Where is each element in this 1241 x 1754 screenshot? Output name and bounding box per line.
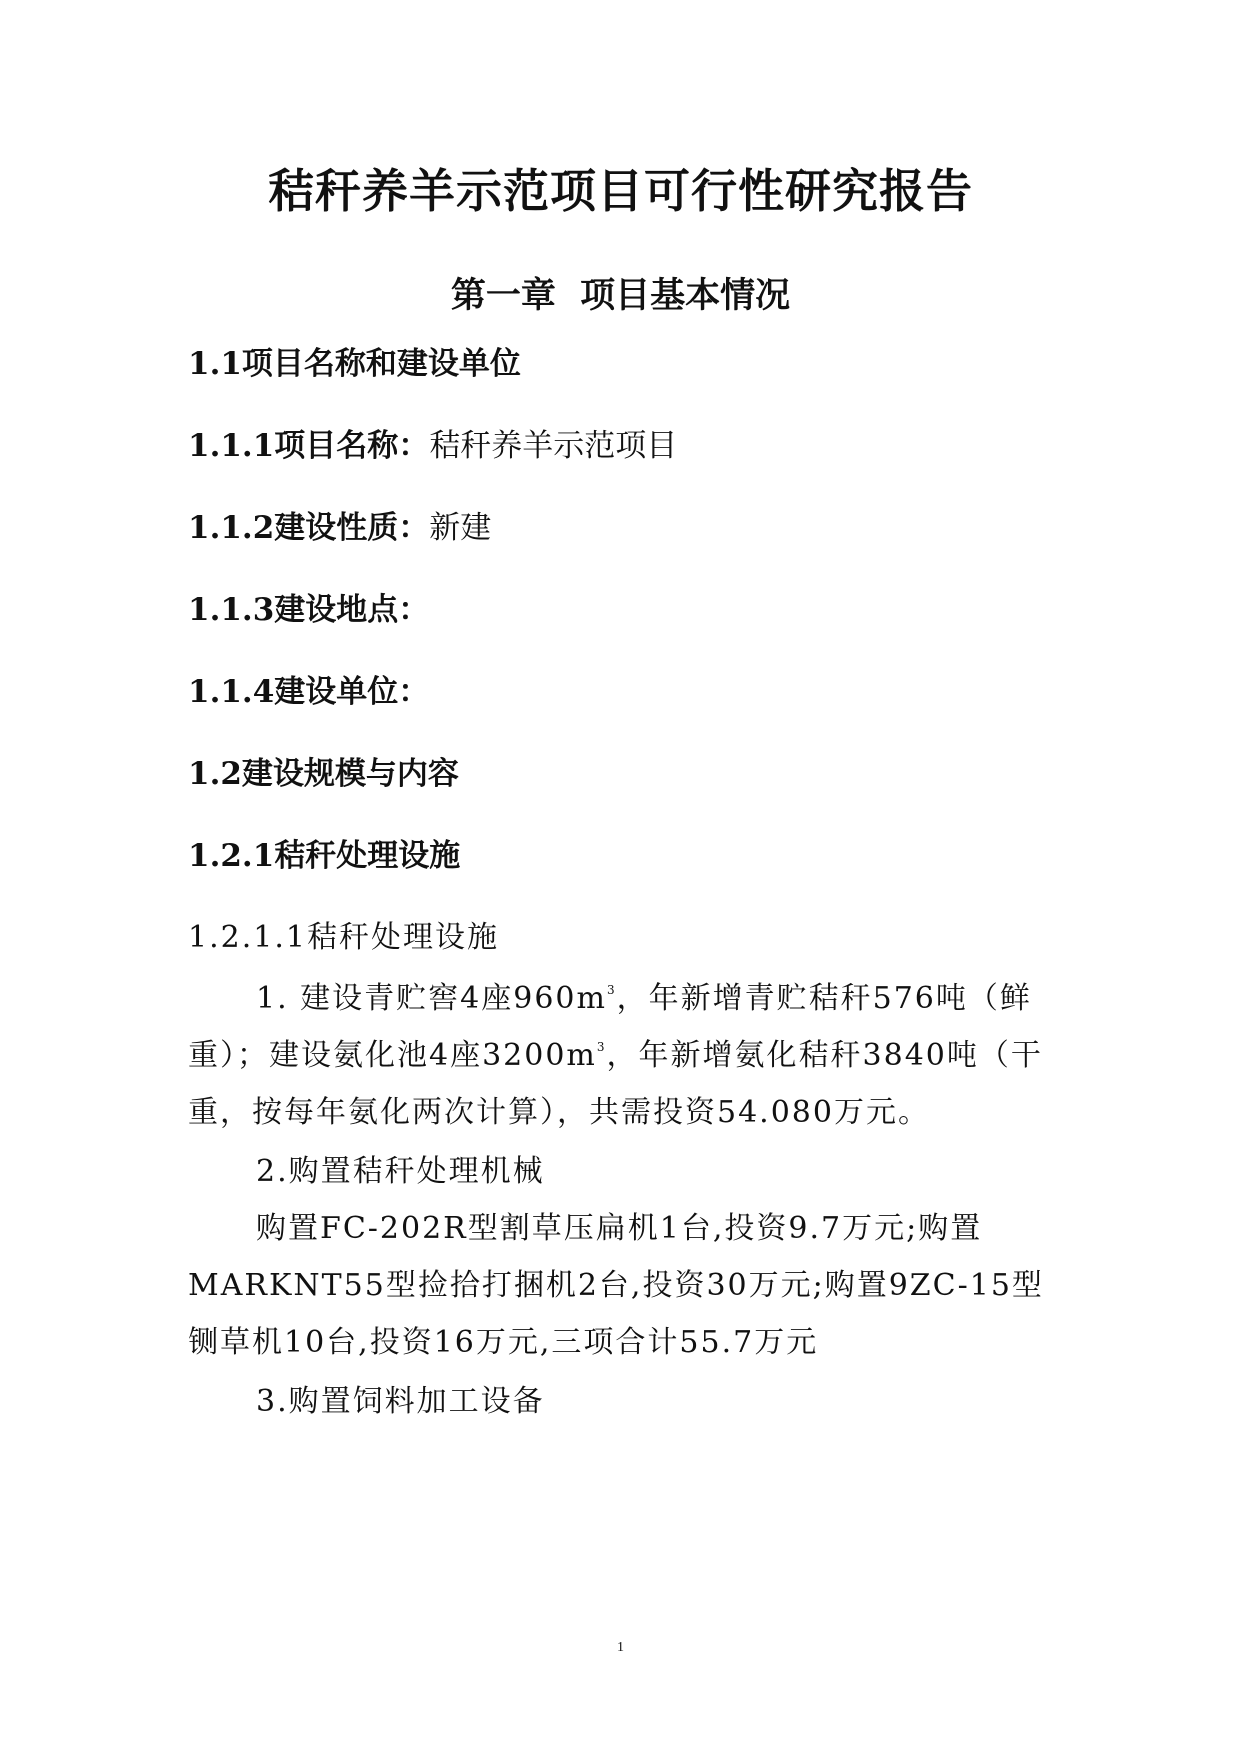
section-heading-1-1-4: 1.1.4建设单位： — [188, 674, 430, 710]
paragraph-1-line-2: 重）；建设氨化池4座$3200m^3$，年新增氨化秸秆3840吨（干 — [188, 1038, 1043, 1073]
list-item-2: 2.购置秸秆处理机械 — [256, 1154, 545, 1189]
section-heading-1-1-3: 1.1.3建设地点： — [188, 592, 430, 628]
heading-label: 1.1.2建设性质： — [188, 510, 430, 546]
list-item-3: 3.购置饲料加工设备 — [256, 1384, 545, 1419]
heading-value: 新建 — [429, 510, 492, 546]
paragraph-2-line-1: 购置FC-202R型割草压扁机1台,投资9.7万元;购置 — [256, 1211, 983, 1246]
section-heading-1-1: 1.1项目名称和建设单位 — [188, 346, 521, 382]
subsection-heading: 1.2.1.1秸秆处理设施 — [188, 920, 499, 955]
section-heading-1-1-2 — [188, 502, 491, 547]
section-heading-1-2-1: 1.2.1秸秆处理设施 — [188, 838, 461, 874]
paragraph-2-line-3: 铡草机10台,投资16万元,三项合计55.7万元 — [188, 1325, 819, 1360]
paragraph-2-line-2: MARKNT55型捡拾打捆机2台,投资30万元;购置9ZC-15型 — [188, 1268, 1044, 1303]
chapter-heading: 第一章 项目基本情况 — [450, 275, 791, 316]
page-number: 1 — [617, 1640, 624, 1655]
section-heading-1-2: 1.2建设规模与内容 — [188, 756, 459, 792]
document-title: 秸秆养羊示范项目可行性研究报告 — [268, 164, 973, 218]
section-heading-1-1-1 — [188, 420, 677, 465]
paragraph-1-line-3: 重，按每年氨化两次计算），共需投资54.080万元。 — [188, 1095, 930, 1130]
heading-value: 秸秆养羊示范项目 — [429, 428, 678, 464]
heading-label: 1.1.1项目名称： — [188, 428, 430, 464]
paragraph-1-line-1: 1. 建设青贮窖4座$960m^3$，年新增青贮秸秆576吨（鲜 — [256, 981, 1032, 1016]
